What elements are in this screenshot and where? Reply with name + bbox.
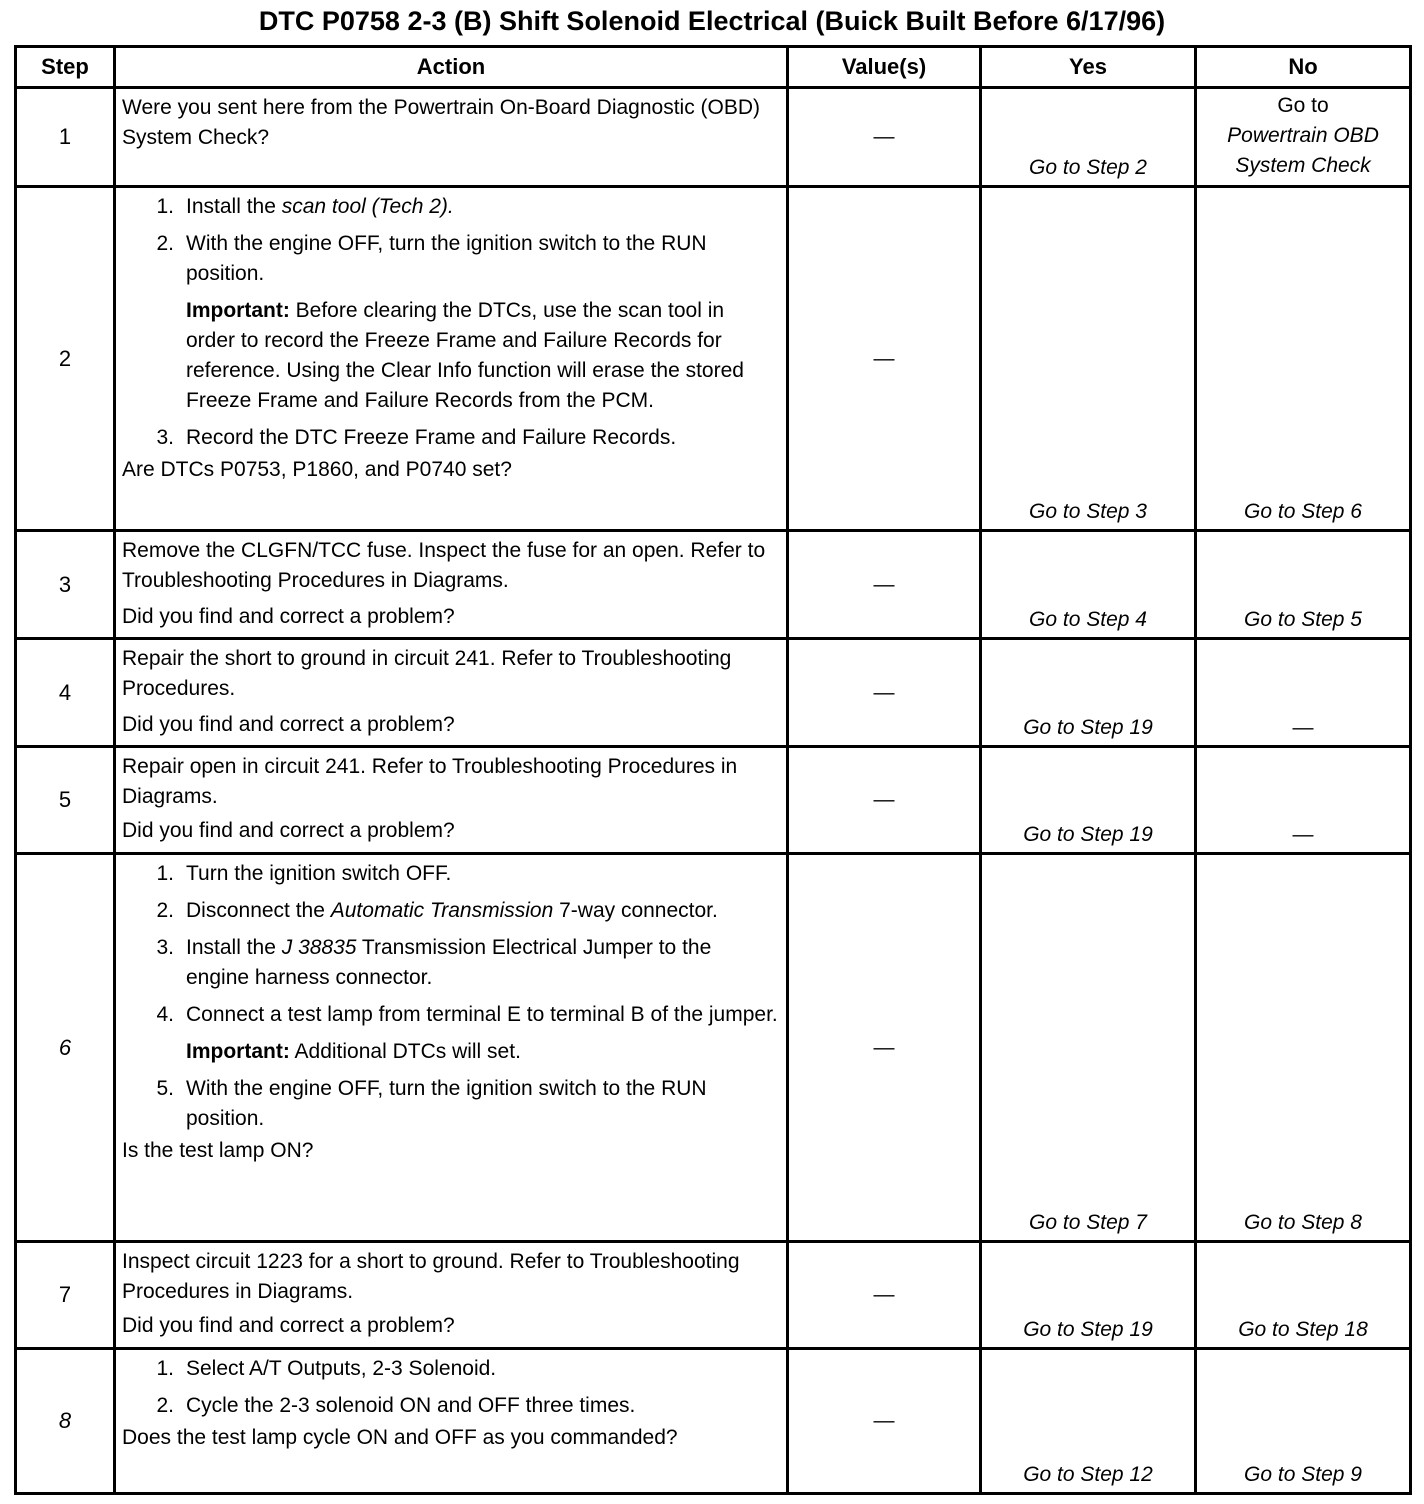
action-cell (115, 747, 788, 854)
no-cell: Go to Step 18 (1196, 1242, 1411, 1349)
header-yes: Yes (981, 47, 1196, 88)
no-cell: — (1196, 747, 1411, 854)
value-cell: — (788, 747, 981, 854)
yes-cell: Go to Step 19 (981, 747, 1196, 854)
action-text: Repair open in circuit 241. Refer to Troubleshooting Procedures in Diagrams. (122, 755, 738, 808)
question-text: Does the test lamp cycle ON and OFF as you commanded? (122, 1426, 678, 1449)
no-cell: Go to Step 5 (1196, 531, 1411, 639)
no-goto: Go to (1277, 94, 1329, 117)
no-cell: Go to Step 8 (1196, 854, 1411, 1242)
step-number: 3 (16, 531, 115, 639)
yes-cell: Go to Step 19 (981, 1242, 1196, 1349)
step-number: 4 (16, 639, 115, 747)
yes-cell: Go to Step 19 (981, 639, 1196, 747)
diagnostic-table (14, 45, 1412, 1495)
action-cell (115, 187, 788, 531)
no-cell: Go to Step 9 (1196, 1349, 1411, 1494)
table-row (16, 639, 1411, 747)
step-number: 2 (16, 187, 115, 531)
no-link: Powertrain OBD System Check (1227, 124, 1379, 177)
step-number: 5 (16, 747, 115, 854)
header-step: Step (16, 47, 115, 88)
yes-cell: Go to Step 7 (981, 854, 1196, 1242)
step-number: 8 (16, 1349, 115, 1494)
instruction-list (122, 1354, 778, 1421)
table-row (16, 531, 1411, 639)
list-item: 2. Cycle the 2-3 solenoid ON and OFF three times. (156, 1394, 636, 1417)
instruction-list (122, 423, 778, 453)
action-text: Remove the CLGFN/TCC fuse. Inspect the fuse for an open. Refer to Troubleshooting Procedures in Diagrams. (122, 539, 766, 592)
yes-cell: Go to Step 3 (981, 187, 1196, 531)
list-item: 3. Install the J 38835 Transmission Electrical Jumper to the engine harness connector. (156, 936, 712, 989)
question-text: Did you find and correct a problem? (122, 1314, 455, 1337)
table-row (16, 747, 1411, 854)
list-item: 5. With the engine OFF, turn the ignition switch to the RUN position. (156, 1077, 707, 1130)
instruction-list (122, 859, 778, 1030)
step-number: 1 (16, 88, 115, 187)
yes-cell: Go to Step 2 (981, 88, 1196, 187)
value-cell: — (788, 639, 981, 747)
value-cell: — (788, 88, 981, 187)
table-row (16, 854, 1411, 1242)
header-action: Action (115, 47, 788, 88)
no-cell: — (1196, 639, 1411, 747)
value-cell: — (788, 531, 981, 639)
list-item: 2. With the engine OFF, turn the ignition switch to the RUN position. (156, 232, 707, 285)
value-cell: — (788, 854, 981, 1242)
page-title: DTC P0758 2-3 (B) Shift Solenoid Electrical (Buick Built Before 6/17/96) (258, 6, 1166, 36)
list-item: 4. Connect a test lamp from terminal E to terminal B of the jumper. (156, 1003, 778, 1026)
header-values: Value(s) (788, 47, 981, 88)
list-item: 1. Select A/T Outputs, 2-3 Solenoid. (156, 1357, 497, 1380)
action-cell (115, 531, 788, 639)
important-note: Important: Additional DTCs will set. (186, 1040, 521, 1063)
important-note: Important: Before clearing the DTCs, use the scan tool in order to record the Freeze Frame and Failure Records for reference. Using the Clear Info function will erase the stored Freeze Frame and Failure Records from the PCM. (186, 299, 744, 412)
yes-cell: Go to Step 4 (981, 531, 1196, 639)
instruction-list (122, 192, 778, 289)
action-cell (115, 1242, 788, 1349)
table-row (16, 88, 1411, 187)
instruction-list (122, 1074, 778, 1134)
header-row (16, 47, 1411, 88)
question-text: Did you find and correct a problem? (122, 605, 455, 628)
header-no: No (1196, 47, 1411, 88)
value-cell: — (788, 1349, 981, 1494)
list-item: 1. Install the scan tool (Tech 2). (156, 195, 454, 218)
table-row (16, 1349, 1411, 1494)
value-cell: — (788, 187, 981, 531)
question-text: Are DTCs P0753, P1860, and P0740 set? (122, 458, 512, 481)
action-cell (115, 88, 788, 187)
action-cell (115, 854, 788, 1242)
value-cell: — (788, 1242, 981, 1349)
table-row (16, 1242, 1411, 1349)
no-cell (1196, 88, 1411, 187)
question-text: Did you find and correct a problem? (122, 713, 455, 736)
list-item: 3. Record the DTC Freeze Frame and Failure Records. (156, 426, 677, 449)
step-number: 7 (16, 1242, 115, 1349)
action-cell (115, 639, 788, 747)
yes-cell: Go to Step 12 (981, 1349, 1196, 1494)
list-item: 1. Turn the ignition switch OFF. (156, 862, 452, 885)
action-cell (115, 1349, 788, 1494)
step-number: 6 (16, 854, 115, 1242)
action-text: Inspect circuit 1223 for a short to ground. Refer to Troubleshooting Procedures in Diagrams. (122, 1250, 740, 1303)
question-text: Is the test lamp ON? (122, 1139, 314, 1162)
table-row (16, 187, 1411, 531)
question-text: Did you find and correct a problem? (122, 819, 455, 842)
action-text: Were you sent here from the Powertrain On-Board Diagnostic (OBD) System Check? (122, 96, 761, 149)
list-item: 2. Disconnect the Automatic Transmission 7-way connector. (156, 899, 718, 922)
action-text: Repair the short to ground in circuit 241. Refer to Troubleshooting Procedures. (122, 647, 732, 700)
no-cell: Go to Step 6 (1196, 187, 1411, 531)
